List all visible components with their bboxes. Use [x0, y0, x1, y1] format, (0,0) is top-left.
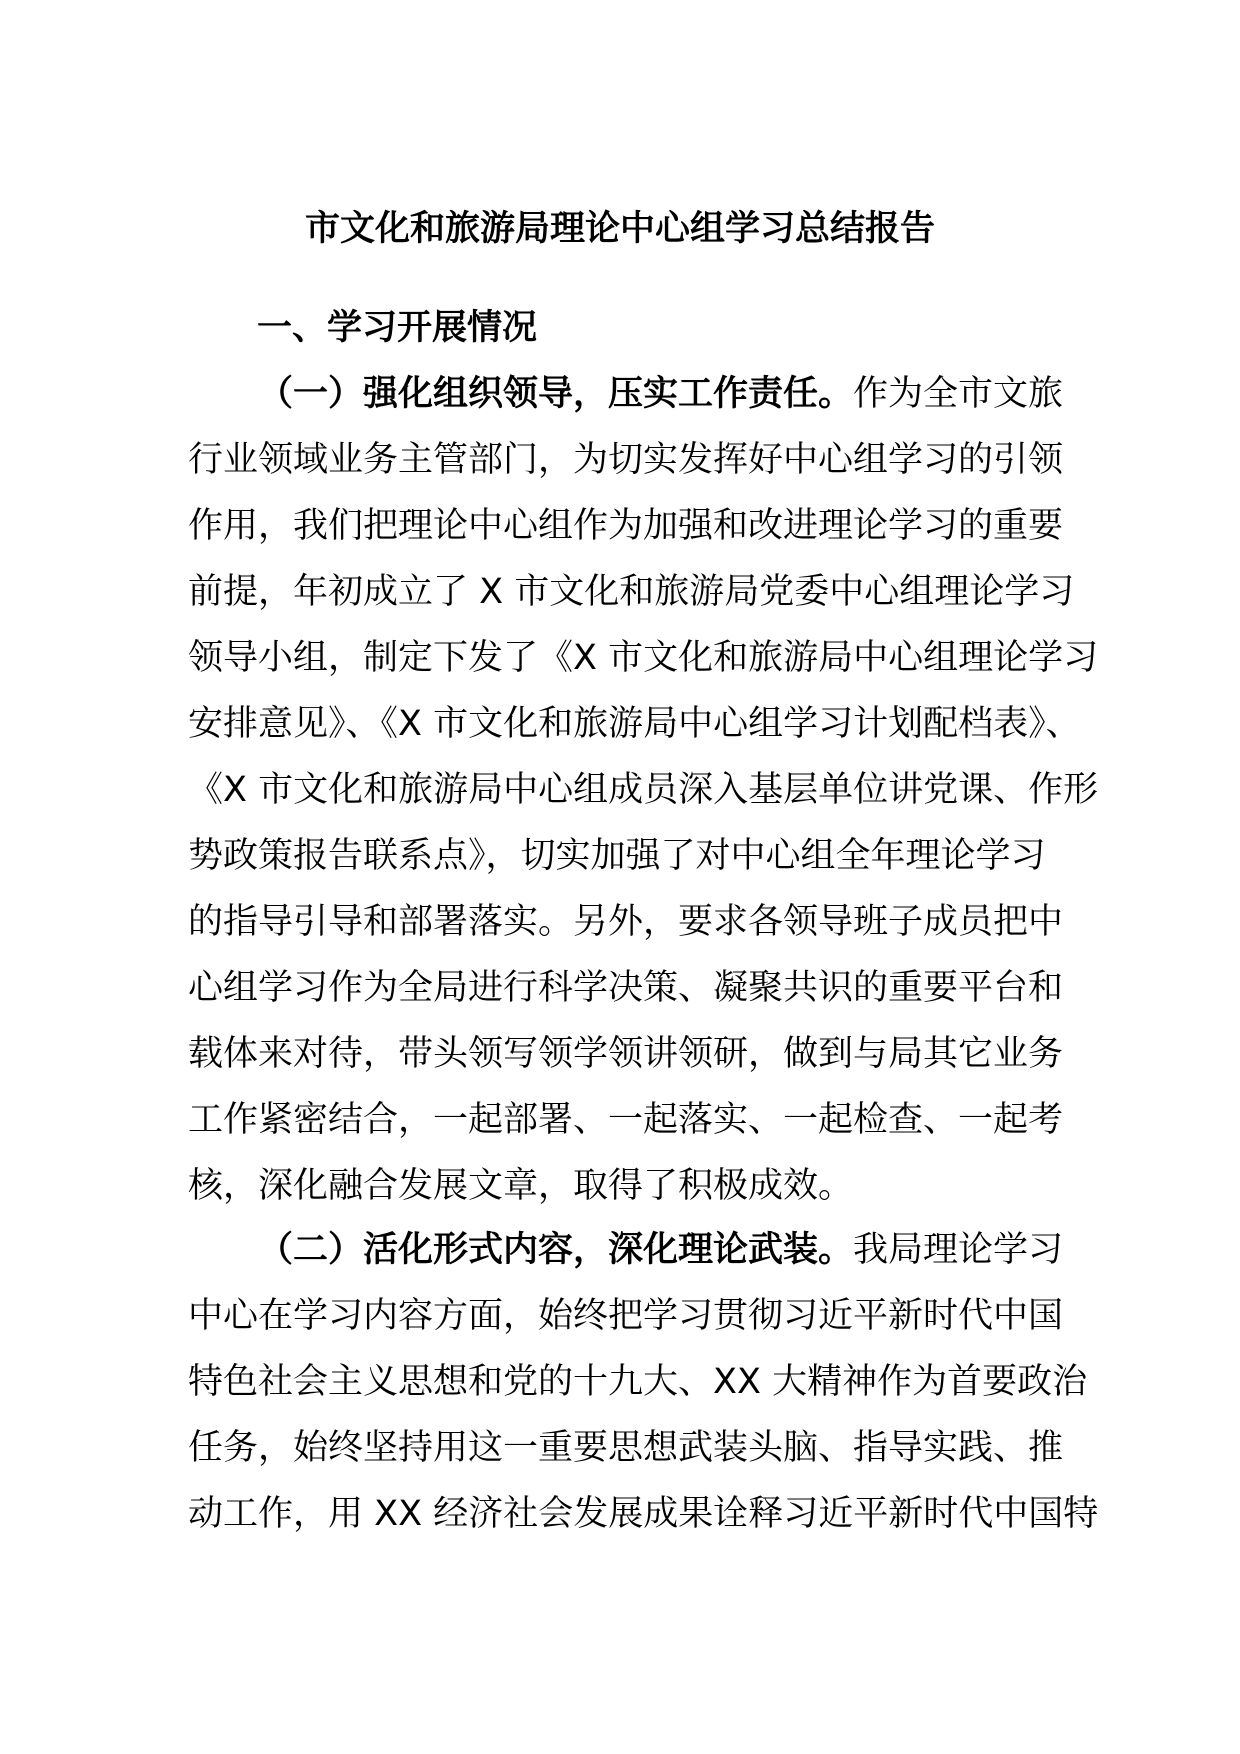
paragraph-lead: （一）强化组织领导，压实工作责任。: [258, 374, 854, 414]
paragraph-first-line: [188, 361, 1068, 427]
paragraph-line: 领导小组，制定下发了《X 市文化和旅游局中心组理论学习: [188, 638, 1099, 678]
paragraph-line: 安排意见》、《X 市文化和旅游局中心组学习计划配档表》、: [188, 704, 1081, 744]
paragraph-line: 核，深化融合发展文章，取得了积极成效。: [188, 1166, 854, 1206]
paragraph-lead: （二）活化形式内容，深化理论武装。: [258, 1230, 854, 1270]
section-heading: 一、学习开展情况: [257, 308, 538, 348]
paragraph-first-line: [188, 1217, 1068, 1283]
paragraph: [188, 361, 1099, 1219]
paragraph-line: 动工作，用 XX 经济社会发展成果诠释习近平新时代中国特: [188, 1494, 1099, 1534]
paragraph-line: 载体来对待，带头领写领学领讲领研，做到与局其它业务: [188, 1034, 1064, 1074]
paragraph-line: 的指导引导和部署落实。另外，要求各领导班子成员把中: [188, 902, 1064, 942]
paragraph-line: 我局理论学习: [853, 1230, 1064, 1270]
paragraph-line: 任务，始终坚持用这一重要思想武装头脑、指导实践、推: [188, 1428, 1064, 1468]
paragraph-line: 作为全市文旅: [853, 374, 1064, 414]
paragraph-line: 《X 市文化和旅游局中心组成员深入基层单位讲党课、作形: [188, 770, 1099, 810]
paragraph-line: 中心在学习内容方面，始终把学习贯彻习近平新时代中国: [188, 1296, 1064, 1336]
document-title: 市文化和旅游局理论中心组学习总结报告: [304, 209, 935, 249]
paragraph-line: 作用，我们把理论中心组作为加强和改进理论学习的重要: [188, 506, 1064, 546]
paragraph-line: 特色社会主义思想和党的十九大、XX 大精神作为首要政治: [188, 1362, 1088, 1402]
paragraph-line: 工作紧密结合，一起部署、一起落实、一起检查、一起考: [188, 1100, 1064, 1140]
paragraph-line: 心组学习作为全局进行科学决策、凝聚共识的重要平台和: [188, 968, 1064, 1008]
paragraph-line: 势政策报告联系点》，切实加强了对中心组全年理论学习: [188, 836, 1046, 876]
paragraph-line: 前提，年初成立了 X 市文化和旅游局党委中心组理论学习: [188, 572, 1075, 612]
paragraph-line: 行业领域业务主管部门，为切实发挥好中心组学习的引领: [188, 440, 1064, 480]
paragraph: [188, 1217, 1099, 1547]
